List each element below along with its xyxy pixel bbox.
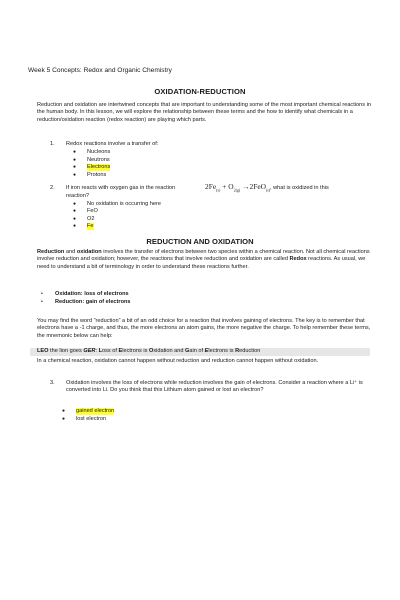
bullet-icon: ● [73, 200, 77, 207]
section-title-oxidation-reduction: OXIDATION-REDUCTION [154, 87, 246, 96]
bullet-icon: ● [73, 208, 77, 214]
question-3-text: Oxidation involves the loss of electrons while reduction involves the gain of electrons. Consider a reaction where a Li⁺ is converted into Li. Do you think that this Lithium atom gained or lost an electron? [66, 380, 363, 394]
bullet-icon: ● [73, 164, 77, 170]
section-2-paragraph-2: You may find the word “reduction” a bit of an odd choice for a reaction that involves gaining of electrons. The key is to remember that electrons have a -1 charge, and thus, the more electrons an atom gains, the more negative the charge. To help remember these terms, the mnemonic below can help: [37, 318, 371, 339]
bullet-icon: ● [73, 171, 77, 178]
section-title-reduction-and-oxidation: REDUCTION AND OXIDATION [146, 237, 254, 246]
bullet-icon: ● [73, 149, 77, 155]
intro-paragraph: Reduction and oxidation are intertwined concepts that are important to understanding some of the most important chemical reactions in the human body. In this lesson, we will explore the relationship between these terms and the how to identify what chemicals in a reduction/oxidation reaction (redox reaction) are playing which parts. [37, 102, 371, 123]
question-2-text-after: , what is oxidized in this [270, 185, 329, 191]
bullet-icon: ● [73, 223, 77, 229]
week-title: Week 5 Concepts: Redox and Organic Chemistry [28, 67, 172, 74]
section-2-paragraph-3: In a chemical reaction, oxidation cannot happen without reduction and reduction cannot happen without oxidation. [37, 358, 319, 364]
bullet-icon: ● [62, 408, 66, 414]
bullet-icon: ● [73, 156, 77, 163]
question-1-number: 1. [50, 141, 55, 147]
question-2-text: If iron reacts with oxygen gas in the reaction [66, 185, 176, 191]
mnemonic-text: LEO the lion goes GER: Loss of Electrons is Oxidation and Gain of Electrons is Reduction [37, 348, 261, 354]
bullet-icon: • [41, 291, 43, 297]
bullet-icon: ● [73, 215, 77, 222]
section-2-paragraph: Reduction and oxidation involves the transfer of electrons between two species within a chemical reaction. Not all chemical reactions involve reduction and oxidation; however, the reactions that involve reduction and oxidation are called Redox reactions. As usual, we need to understand a bit of terminology in order to understand these reactions further. [37, 249, 370, 270]
reaction-equation: $2Fe_{(s)} + O_{2(g)} \to 2FeO_{(s)}$ [205, 182, 271, 193]
bullet-icon: • [41, 298, 43, 305]
bullet-icon: ● [62, 416, 66, 422]
mnemonic-box [30, 348, 370, 356]
question-2-number: 2. [50, 185, 55, 191]
question-1-text: Redox reactions involve a transfer of: [66, 141, 159, 147]
document-page: Week 5 Concepts: Redox and Organic Chemistry OXIDATION-REDUCTION Reduction and oxidation are intertwined concepts that are important to understanding some of the most important chemical reactions in the human body. In this lesson, we will explore the relationship between these terms and the how to identify what chemicals in a reduction/oxidation reaction (redox reaction) are playing which parts. 1. Redox reactions involve a transfer of: ● Nucleons ● Neutrons ● Electrons ● Protons 2. If iron reacts with oxygen gas in the reaction reaction? ● No oxidation is occurring here ● FeO ● O2 ● Fe $2Fe_{(s)} + O_{2(g)} \to 2FeO_{(s)}$ , what is oxidized in this REDUCTION AND OXIDATION Reduction and oxidation involves the transfer of electrons between two species within a chemical reaction. Not all chemical reactions involve reduction and oxidation; however, the reactions that involve reduction and oxidation are called Redox reactions. As usual, we need to understand a bit of terminology in order to understand these reactions further. • Oxidation: loss of electrons • Reduction: gain of electrons You may find the word “reduction” a bit of an odd choice for a reaction that involves gaining of electrons. The key is to remember that electrons have a -1 charge, and thus, the more electrons an atom gains, the more negative the charge. To help remember these terms, the mnemonic below can help: LEO the lion goes GER: Loss of Electrons is Oxidation and Gain of Electrons is Reduction In a chemical reaction, oxidation cannot happen without reduction and reduction cannot happen without oxidation. 3. Oxidation involves the loss of electrons while reduction involves the gain of electrons. Consider a reaction where a Li⁺ is converted into Li. Do you think that this Lithium atom gained or lost an electron? ● gained electron ● lost electron [0, 0, 400, 600]
question-3-number: 3. [50, 380, 55, 386]
question-2-text-line2: reaction? [66, 192, 90, 199]
